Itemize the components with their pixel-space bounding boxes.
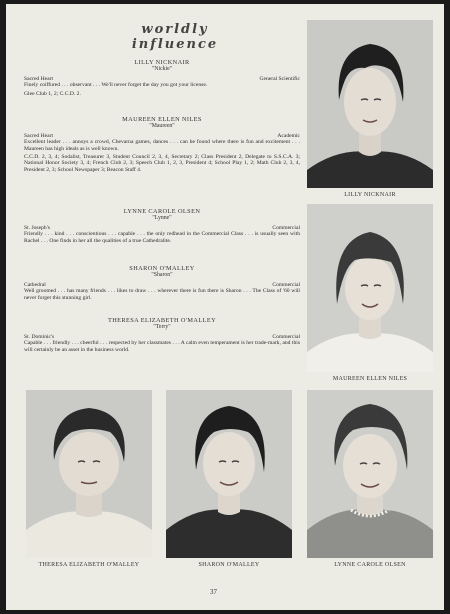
entry-course: Commercial [272,224,300,231]
page-number: 37 [210,588,217,596]
entry-course: General Scientific [259,75,300,82]
entry-nickname: "Sharon" [151,272,173,279]
entry-school: St. Dominic's [24,333,55,340]
portrait-sharon [166,390,292,558]
entry-activities: Glee Club 1, 2; C.C.D. 2. [24,90,81,97]
entry-sharon [24,266,300,301]
entry-niles [24,117,300,173]
entry-name: LYNNE CAROLE OLSEN [123,208,201,215]
entry-nicknair [24,60,300,97]
entry-nickname: "Terry" [153,324,171,331]
entry-description: Friendly . . . kind . . . conscientious . . . capable . . . the only redhead in the Commercial Class . . . is usually seen with Rachel . . . One finds in her all the qualities of a true Cathedralite. [24,231,300,244]
section-title: worldly influence [131,22,219,52]
entry-name: LILLY NICKNAIR [134,59,190,66]
entry-name: THERESA ELIZABETH O'MALLEY [107,317,217,324]
caption-niles: MAUREEN ELLEN NILES [332,376,408,382]
entry-name: SHARON O'MALLEY [129,265,195,272]
caption-nicknair: LILLY NICKNAIR [344,192,396,198]
entry-school: St. Joseph's [24,224,50,231]
entry-description: Finely coiffured . . . observant . . . We'll never forget the day you got your license. [24,82,208,89]
entry-course: Commercial [272,281,300,288]
entry-theresa [24,318,300,353]
entry-nickname: "Nickie" [151,66,173,73]
entry-nickname: "Lynne" [152,215,172,222]
entry-name: MAUREEN ELLEN NILES [122,116,202,123]
entry-nickname: "Maureen" [149,123,175,130]
entry-course: Academic [277,132,300,139]
entry-course: Commercial [272,333,300,340]
entry-description: Capable . . . friendly . . . cheerful . . . respected by her classmates . . . A calm even temperament is her trade-mark, and this will certainly be an asset in the business world. [24,340,300,353]
portrait-olsen [307,390,433,558]
yearbook-page [6,4,444,610]
entry-school: Cathedral [24,281,46,288]
portrait-niles [307,204,433,372]
caption-theresa: THERESA ELIZABETH O'MALLEY [38,562,140,568]
entry-olsen [24,209,300,244]
portrait-theresa [26,390,152,558]
entry-description: Well groomed . . . has many friends . . . likes to draw . . . wherever there is fun there is Sharon . . . The Class of '60 will never forget this stunning girl. [24,288,300,301]
entry-school: Sacred Heart [24,132,54,139]
portrait-nicknair [307,20,433,188]
caption-sharon: SHARON O'MALLEY [198,562,260,568]
entry-activities: C.C.D. 2, 3, 4; Sodalist, Treasurer 3, Student Council 2, 3, 4, Secretary 2; Class President 2, Delegate to S.S.C.A. 3; National Honor Society 3, 4; French Club 2, 3; Speech Club 1, 2, 3, President 4; School Play 1, 2; Math Club 2, 3, 4, President 2, 3; School Newspaper 3; Beacon Staff 4. [24,154,300,173]
entry-school: Sacred Heart [24,75,54,82]
caption-olsen: LYNNE CAROLE OLSEN [334,562,406,568]
entry-description: Excellent leader . . . annoys a crowd, Chevarna games, dances . . . can be found where there is fun and excitement . . . Maureen has high ideals as is well known. [24,139,300,152]
